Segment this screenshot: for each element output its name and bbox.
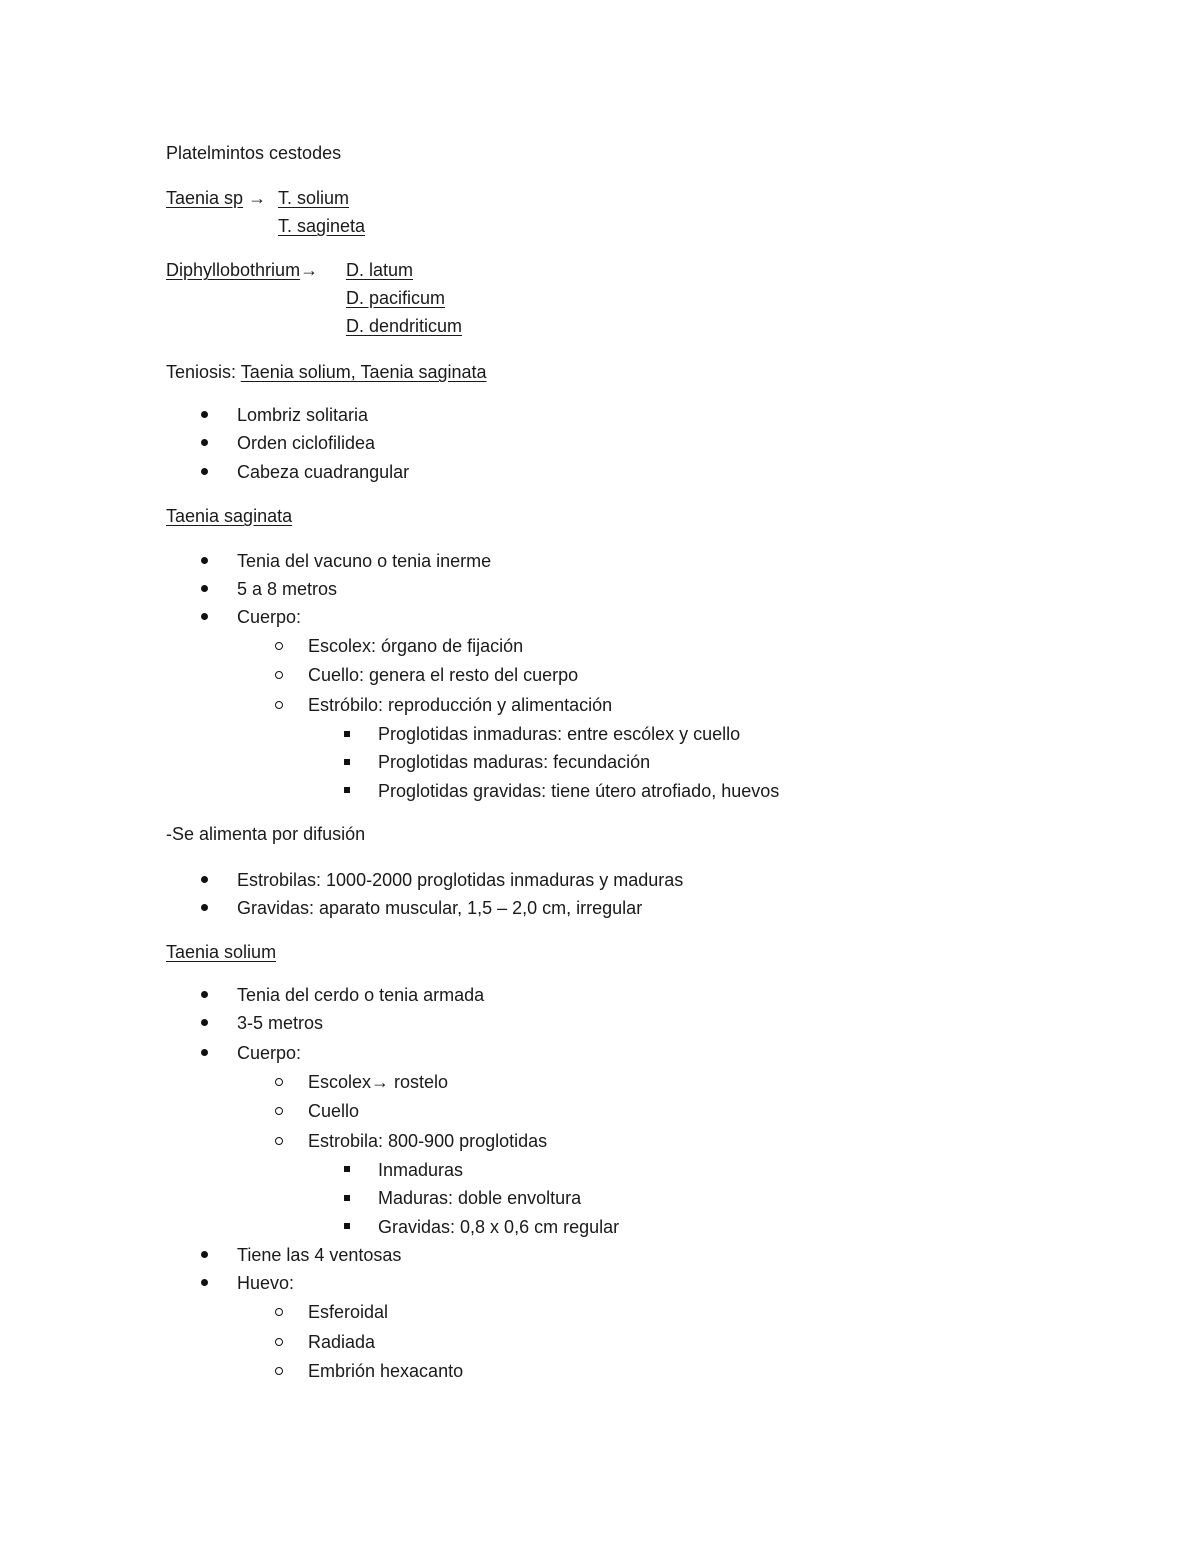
list-item: Escolex→ rostelo bbox=[308, 1072, 449, 1092]
list-item: Huevo: bbox=[237, 1273, 295, 1293]
circle-bullet-icon bbox=[275, 642, 283, 650]
list-item: Estrobila: 800-900 proglotidas bbox=[308, 1131, 548, 1151]
square-bullet-icon bbox=[344, 1195, 350, 1201]
species-d-dendriticum: D. dendriticum bbox=[346, 316, 463, 336]
circle-bullet-icon bbox=[275, 1308, 283, 1316]
list-item: Cuerpo: bbox=[237, 1043, 302, 1063]
taenia-sp-genus: Taenia sp bbox=[166, 188, 244, 208]
list-item: Proglotidas maduras: fecundación bbox=[378, 752, 651, 772]
list-item: Gravidas: aparato muscular, 1,5 – 2,0 cm, irregular bbox=[237, 898, 643, 918]
square-bullet-icon bbox=[344, 787, 350, 793]
bullet-icon bbox=[201, 904, 208, 911]
list-item: Maduras: doble envoltura bbox=[378, 1188, 582, 1208]
list-item: Inmaduras bbox=[378, 1160, 464, 1180]
teniosis-label: Teniosis: bbox=[166, 362, 237, 382]
list-item: Cuerpo: bbox=[237, 607, 302, 627]
list-item: Esferoidal bbox=[308, 1302, 389, 1322]
bullet-icon bbox=[201, 1251, 208, 1258]
bullet-icon bbox=[201, 991, 208, 998]
bullet-icon bbox=[201, 613, 208, 620]
list-item: Estróbilo: reproducción y alimentación bbox=[308, 695, 613, 715]
species-d-pacificum: D. pacificum bbox=[346, 288, 446, 308]
circle-bullet-icon bbox=[275, 1367, 283, 1375]
teniosis-value: Taenia solium, Taenia saginata bbox=[240, 362, 487, 382]
square-bullet-icon bbox=[344, 759, 350, 765]
circle-bullet-icon bbox=[275, 671, 283, 679]
list-item: Proglotidas gravidas: tiene útero atrofiado, huevos bbox=[378, 781, 780, 801]
arrow-right-icon: → bbox=[300, 260, 319, 280]
bullet-icon bbox=[201, 468, 208, 475]
list-item: Tenia del cerdo o tenia armada bbox=[237, 985, 485, 1005]
list-item: Cuello: genera el resto del cuerpo bbox=[308, 665, 579, 685]
list-item: Cabeza cuadrangular bbox=[237, 462, 410, 482]
bullet-icon bbox=[201, 1019, 208, 1026]
species-t-sagineta: T. sagineta bbox=[278, 216, 366, 236]
circle-bullet-icon bbox=[275, 1078, 283, 1086]
square-bullet-icon bbox=[344, 731, 350, 737]
circle-bullet-icon bbox=[275, 1107, 283, 1115]
circle-bullet-icon bbox=[275, 1137, 283, 1145]
bullet-icon bbox=[201, 411, 208, 418]
bullet-icon bbox=[201, 585, 208, 592]
arrow-right-icon: → bbox=[248, 188, 267, 208]
species-t-solium: T. solium bbox=[278, 188, 350, 208]
list-item: 3-5 metros bbox=[237, 1013, 324, 1033]
bullet-icon bbox=[201, 1049, 208, 1056]
bullet-icon bbox=[201, 1279, 208, 1286]
list-item: Proglotidas inmaduras: entre escólex y cuello bbox=[378, 724, 741, 744]
bullet-icon bbox=[201, 557, 208, 564]
list-item: Embrión hexacanto bbox=[308, 1361, 464, 1381]
teniosis-line bbox=[166, 361, 487, 383]
list-item: 5 a 8 metros bbox=[237, 579, 338, 599]
diphyllo-genus: Diphyllobothrium bbox=[166, 260, 301, 280]
list-item: Orden ciclofilidea bbox=[237, 433, 376, 453]
section-heading-solium: Taenia solium bbox=[166, 942, 277, 962]
list-item: Tiene las 4 ventosas bbox=[237, 1245, 402, 1265]
bullet-icon bbox=[201, 439, 208, 446]
list-item: Tenia del vacuno o tenia inerme bbox=[237, 551, 492, 571]
list-item: Escolex: órgano de fijación bbox=[308, 636, 524, 656]
list-item: Estrobilas: 1000-2000 proglotidas inmaduras y maduras bbox=[237, 870, 684, 890]
square-bullet-icon bbox=[344, 1223, 350, 1229]
diphyllo-line bbox=[166, 259, 318, 281]
section-heading-saginata: Taenia saginata bbox=[166, 506, 293, 526]
circle-bullet-icon bbox=[275, 701, 283, 709]
page-title: Platelmintos cestodes bbox=[166, 143, 342, 163]
species-d-latum: D. latum bbox=[346, 260, 414, 280]
circle-bullet-icon bbox=[275, 1338, 283, 1346]
taenia-sp-line bbox=[166, 187, 266, 209]
bullet-icon bbox=[201, 876, 208, 883]
list-item: Gravidas: 0,8 x 0,6 cm regular bbox=[378, 1217, 620, 1237]
note-text: -Se alimenta por difusión bbox=[166, 824, 366, 844]
list-item: Cuello bbox=[308, 1101, 360, 1121]
list-item: Radiada bbox=[308, 1332, 376, 1352]
square-bullet-icon bbox=[344, 1166, 350, 1172]
list-item: Lombriz solitaria bbox=[237, 405, 369, 425]
